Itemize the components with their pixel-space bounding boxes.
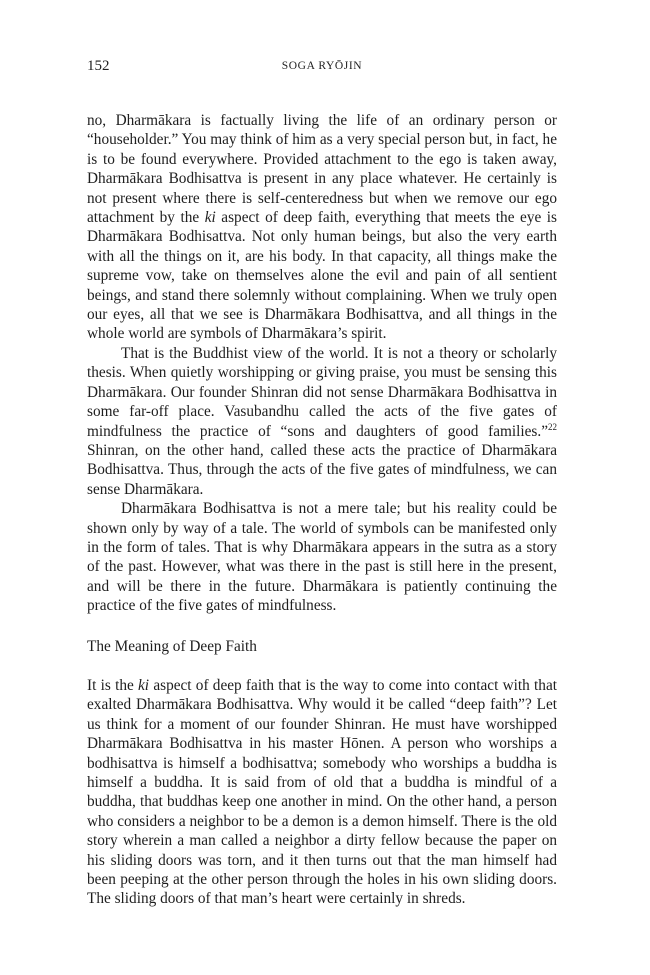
running-head: SOGA RYŌJIN bbox=[281, 60, 363, 72]
text-run: aspect of deep faith, everything that meets the eye is Dharmākara Bodhisattva. Not only human beings, but also the very earth with all the things on it, are his body. In that capacity, all things make the supreme vow, take on themselves alone the evil and pain of all sentient beings, and stand there solemnly without complaining. When we truly open our eyes, all that we see is Dharmākara Bodhisattva, and all things in the whole world are symbols of Dharmākara’s spirit. bbox=[87, 209, 558, 343]
page-number: 152 bbox=[87, 58, 110, 74]
section-paragraph bbox=[87, 676, 557, 909]
ki-term: ki bbox=[204, 209, 216, 227]
page-header bbox=[87, 58, 557, 78]
ki-term: ki bbox=[138, 676, 150, 694]
paragraph-2 bbox=[87, 344, 557, 499]
text-run: aspect of deep faith that is the way to come into contact with that exalted Dharmākara Bodhisattva. Why would it be called “deep faith”? Let us think for a moment of our founder Shinran. He must have worshipped Dharmākara Bodhisattva in his master Hōnen. A person who worships a bodhisattva is himself a bodhisattva; somebody who worships a buddha is himself a buddha. It is said from of old that a buddha is mindful of a buddha, that buddhas keep one another in mind. On the other hand, a person who considers a neighbor to be a demon is a demon himself. There is the old story wherein a man called a neighbor a dirty fellow because the paper on his sliding doors was torn, and it then turns out that the man himself had been peeping at the other person through the holes in his own sliding doors. The sliding doors of that man’s heart were certainly in shreds. bbox=[87, 676, 557, 908]
text-run: It is the bbox=[87, 676, 139, 694]
text-run: That is the Buddhist view of the world. It is not a theory or scholarly thesis. When quietly worshipping or giving praise, you must be sensing this Dharmākara. Our founder Shinran did not sense Dharmākara Bodhisattva in some far-off place. Vasubandhu called the acts of the five gates of mindfulness the practice of “sons and daughters of good families.” bbox=[87, 344, 557, 440]
text-run: no, Dharmākara is factually living the life of an ordinary person or “householder.” You may think of him as a very special person but, in fact, he is to be found everywhere. Provided attachment to the ego is taken away, Dharmākara Bodhisattva is present in any place whatever. He certainly is not present where there is self-centeredness but when we remove our ego attachment by the bbox=[87, 112, 557, 227]
footnote-ref: 22 bbox=[548, 421, 557, 432]
text-run: Shinran, on the other hand, called these acts the practice of Dharmākara Bodhisattva. Thus, through the acts of the five gates of mindfulness, we can sense Dharmākara. bbox=[87, 441, 557, 498]
body-text bbox=[87, 111, 557, 909]
paragraph-1 bbox=[87, 111, 557, 344]
paragraph-3: Dharmākara Bodhisattva is not a mere tale; but his reality could be shown only by way of a tale. The world of symbols can be manifested only in the form of tales. That is why Dharmākara appears in the sutra as a story of the past. However, what was there in the past is still here in the present, and will be there in the future. Dharmākara is patiently continuing the practice of the five gates of mindfulness. bbox=[87, 500, 557, 615]
section-heading: The Meaning of Deep Faith bbox=[87, 637, 257, 655]
